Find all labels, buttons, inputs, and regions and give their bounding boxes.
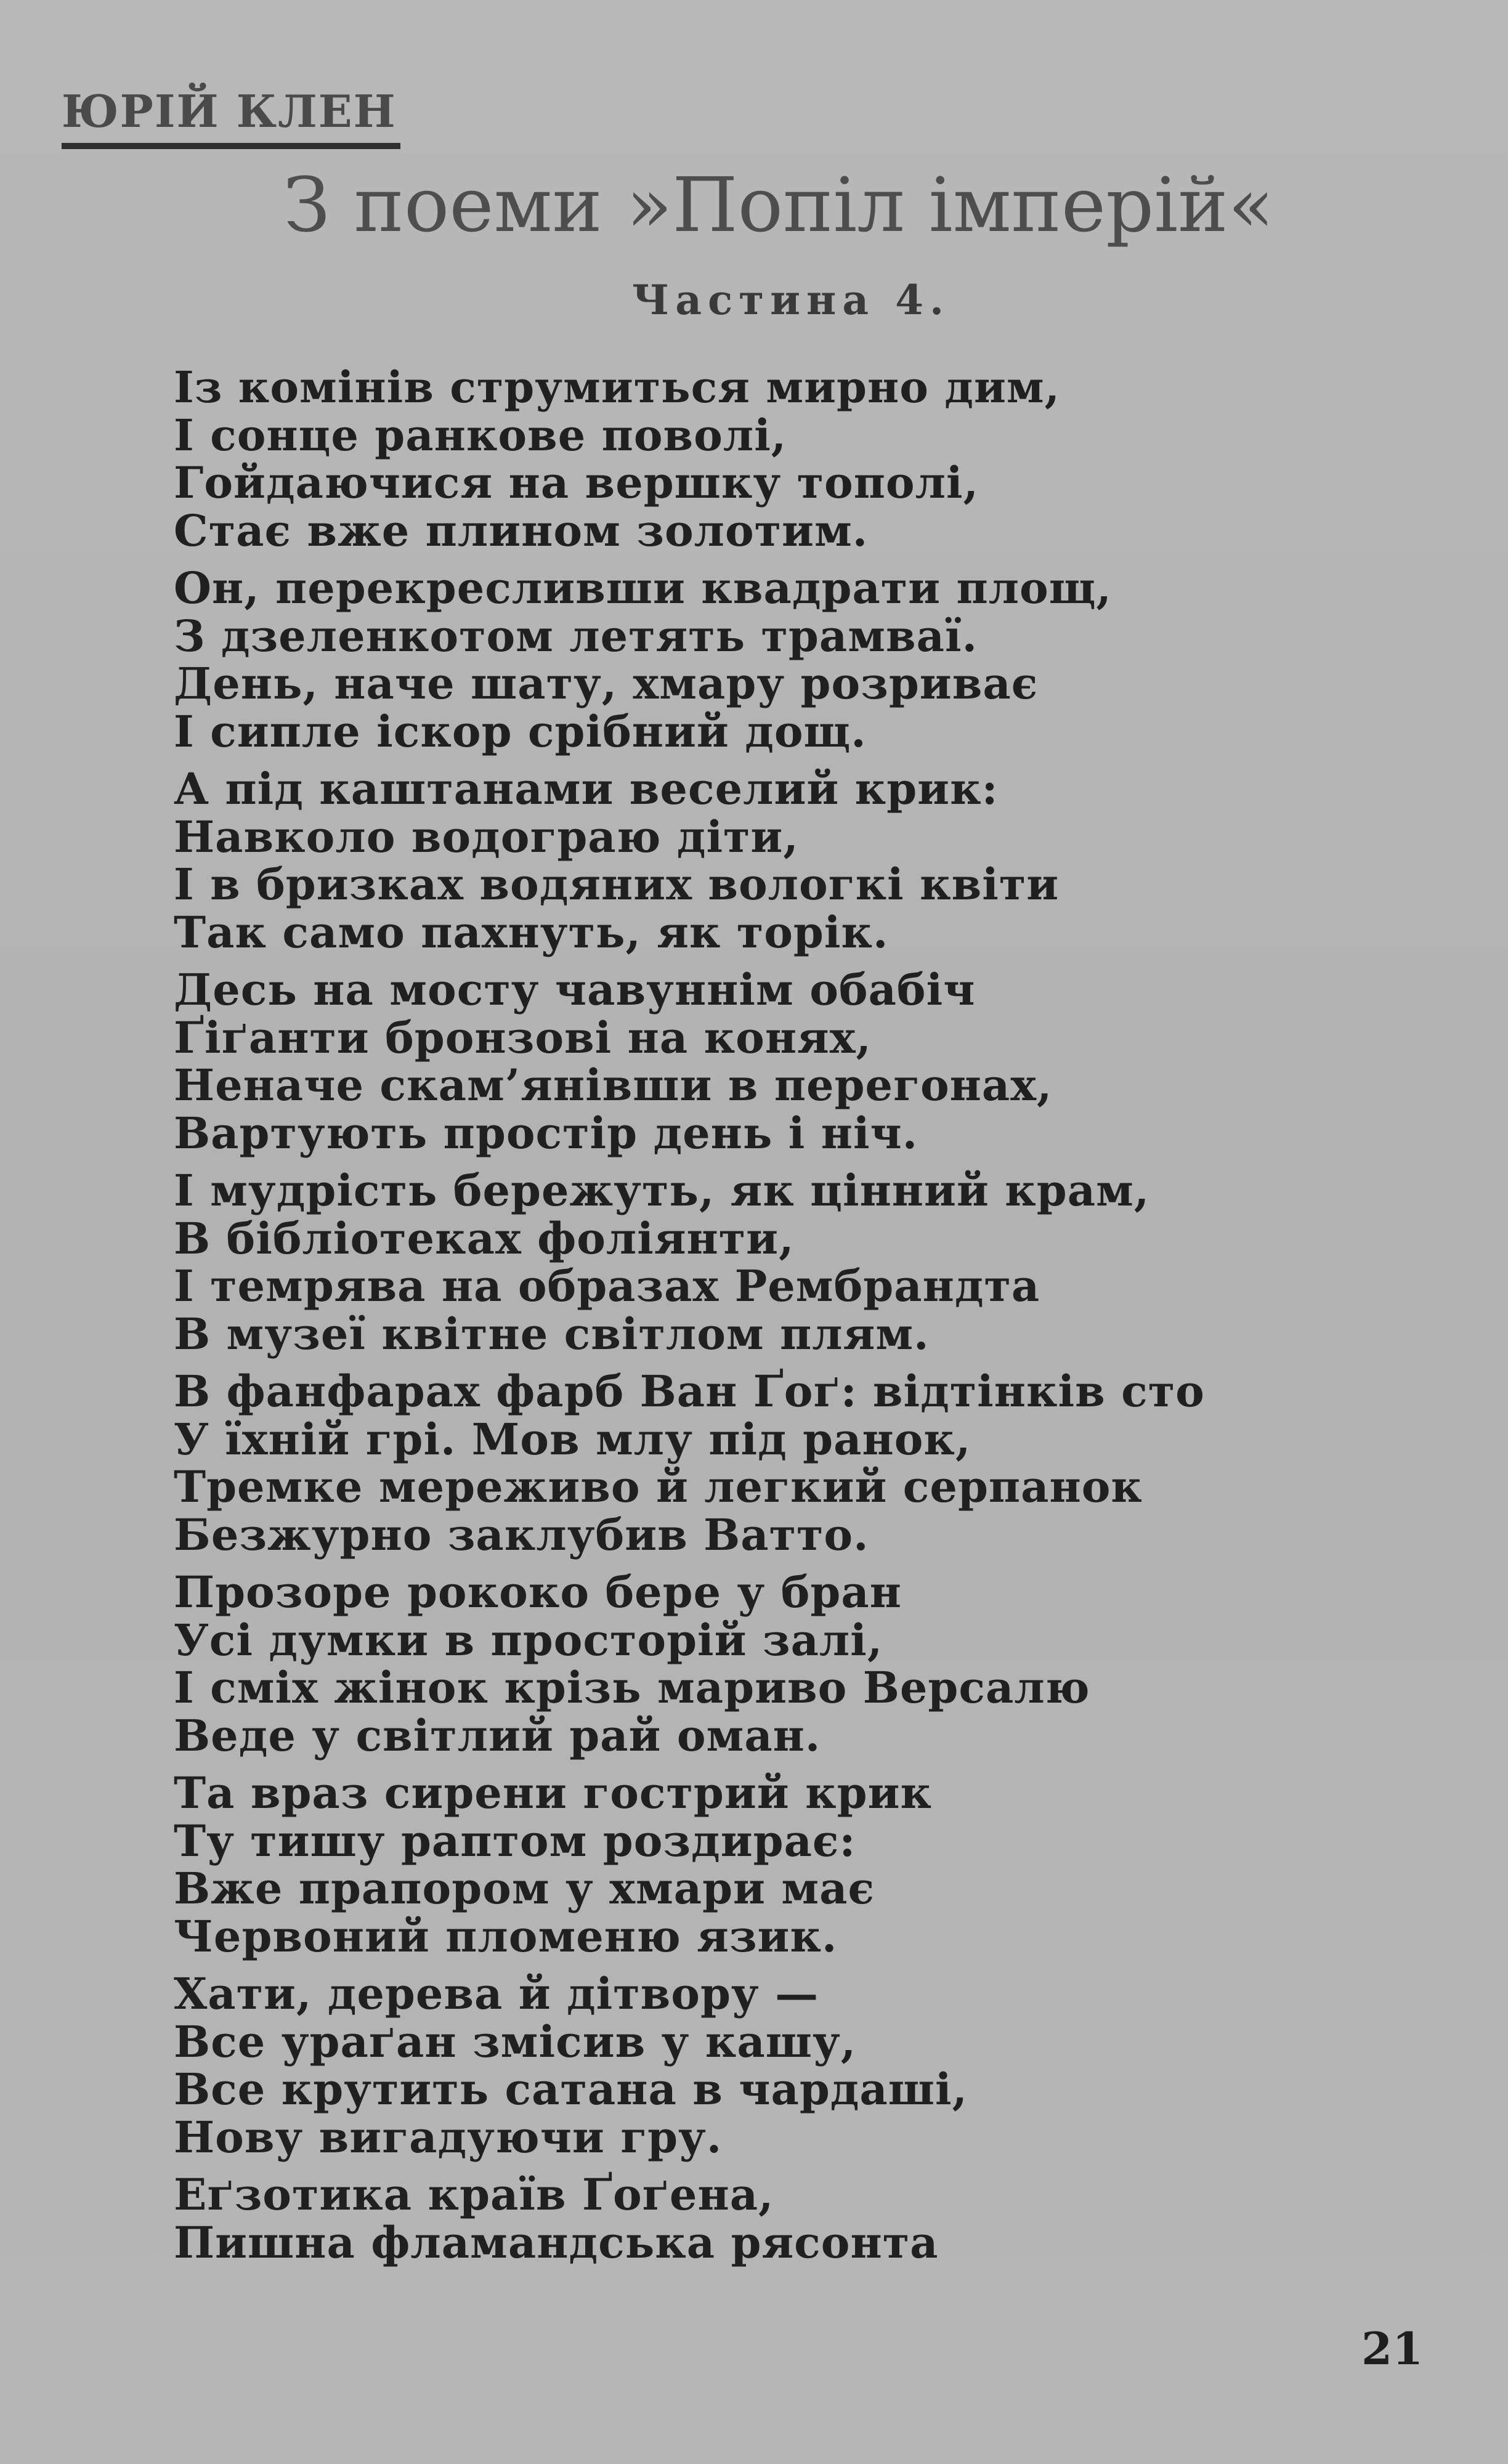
poem-line: Еґзотика країв Ґоґена, — [174, 2169, 774, 2220]
stanza — [174, 966, 1437, 1157]
poem-line: Із комінів струмиться мирно дим, — [174, 362, 1061, 413]
poem-line: Десь на мосту чавуннім обабіч — [174, 964, 976, 1015]
poem-line: Ту тишу раптом роздирає: — [174, 1815, 856, 1866]
poem-line: В музеї квітне світлом плям. — [174, 1308, 930, 1360]
part-heading: Частина 4. — [631, 276, 950, 324]
poem-line: Вже прапором у хмари має — [174, 1863, 875, 1914]
poem-line: Стає вже плином золотим. — [174, 505, 869, 556]
poem-line: В фанфарах фарб Ван Ґоґ: відтінків сто — [174, 1366, 1205, 1417]
stanza — [174, 1769, 1437, 1960]
poem-line: З дзеленкотом летять трамваї. — [174, 610, 978, 662]
header-rule — [62, 143, 400, 149]
stanza — [174, 363, 1437, 554]
poem-line: Навколо водограю діти, — [174, 811, 799, 862]
stanza — [174, 2171, 1437, 2266]
poem-line: Ґіґанти бронзові на конях, — [174, 1011, 872, 1063]
poem-line: День, наче шату, хмару розриває — [174, 658, 1039, 709]
poem-line: Червоний пломеню язик. — [174, 1910, 838, 1962]
poem-line: Пишна фламандська рясонта — [174, 2216, 939, 2268]
poem-line: Прозоре рококо бере у бран — [174, 1566, 902, 1618]
poem-line: У їхній грі. Мов млу під ранок, — [174, 1413, 971, 1465]
stanza — [174, 1167, 1437, 1358]
poem-line: Веде у світлий рай оман. — [174, 1709, 821, 1761]
poem-line: Так само пахнуть, як торік. — [174, 906, 889, 958]
stanza — [174, 1368, 1437, 1558]
poem-line: І в бризках водяних вологкі квіти — [174, 859, 1060, 910]
author-header: ЮРІЙ КЛЕН — [62, 85, 397, 137]
poem-line: Гойдаючися на вершку тополі, — [174, 457, 979, 508]
poem-line: І сміх жінок крізь мариво Версалю — [174, 1662, 1090, 1713]
poem-line: І темрява на образах Рембрандта — [174, 1260, 1040, 1311]
poem-line: Он, перекресливши квадрати площ, — [174, 562, 1112, 614]
poem-line: І сипле іскор срібний дощ. — [174, 705, 867, 757]
poem-line: І мудрість бережуть, як цінний крам, — [174, 1165, 1150, 1216]
poem-line: Безжурно заклубив Ватто. — [174, 1509, 869, 1560]
poem-line: А під каштанами веселий крик: — [174, 763, 999, 814]
page-number: 21 — [1361, 2322, 1424, 2375]
poem-title: З поеми »Попіл імперій« — [283, 161, 1275, 249]
poem-body — [174, 363, 1437, 2276]
poem-line: Та враз сирени гострий крик — [174, 1767, 933, 1818]
stanza — [174, 1970, 1437, 2161]
poem-line: І сонце ранкове поволі, — [174, 409, 787, 461]
poem-line: Вартують простір день і ніч. — [174, 1107, 918, 1159]
poem-line: Неначе скам’янівши в перегонах, — [174, 1060, 1053, 1111]
poem-line: Тремке мереживо й легкий серпанок — [174, 1461, 1143, 1512]
poem-line: Хати, дерева й дітвору — — [174, 1968, 819, 2019]
poem-line: Усі думки в просторій залі, — [174, 1614, 883, 1666]
poem-line: Все крутить сатана в чардаші, — [174, 2064, 968, 2115]
poem-line: В бібліотеках фоліянти, — [174, 1212, 795, 1264]
stanza — [174, 564, 1437, 755]
stanza — [174, 1568, 1437, 1759]
poem-line: Все ураґан змісив у кашу, — [174, 2016, 857, 2067]
stanza — [174, 765, 1437, 956]
poem-line: Нову вигадуючи гру. — [174, 2111, 723, 2163]
